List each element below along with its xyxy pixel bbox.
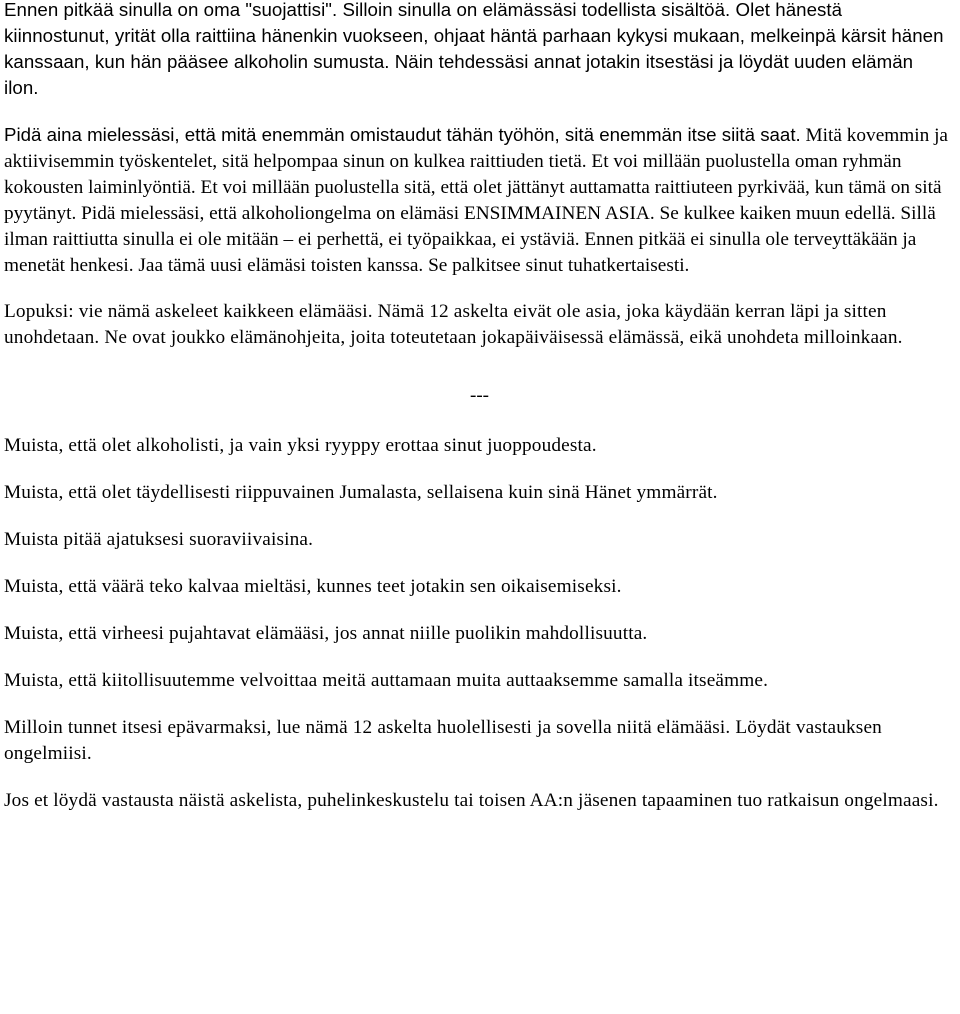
reminder-item: Muista pitää ajatuksesi suoraviivaisina.: [4, 529, 314, 550]
section-separator: ---: [470, 385, 489, 406]
paragraph-sponsee: Ennen pitkää sinulla on oma "suojattisi". Silloin sinulla on elämässäsi todellista sisältöä. Olet hänestä kiinnostunut, yrität olla raittiina hänenkin vuokseen, ohjaat häntä parhaan kykysi mukaan, melkeinpä kärsit hänen kanssaan, kun hän pääsee alkoholin sumusta. Näin tehdessäsi annat jotakin itsestäsi ja löydät uuden elämän ilon.: [4, 0, 944, 98]
reminder-item: Muista, että kiitollisuutemme velvoittaa meitä auttamaan muita auttaaksemme samalla itseämme.: [4, 670, 769, 691]
paragraph-commitment-rest: Et voi millään puolustella oman ryhmän kokousten laiminlyöntiä. Et voi millään puolustella sitä, että olet jättänyt auttamatta raittiuteen pyrkivää, kun tämä on sitä pyytänyt. Pidä mielessäsi, että alkoholiongelma on elämäsi ENSIMMAINEN ASIA. Se kulkee kaiken muun edellä. Sillä ilman raittiutta sinulla ei ole mitään – ei perhettä, ei työpaikkaa, ei ystäviä. Ennen pitkää ei sinulla ole terveyttäkään ja menetät henkesi. Jaa tämä uusi elämäsi toisten kanssa. Se palkitsee sinut tuhatkertaisesti.: [4, 151, 942, 276]
reminder-item: Muista, että väärä teko kalvaa mieltäsi, kunnes teet jotakin sen oikaisemiseksi.: [4, 576, 622, 597]
reminder-item: Muista, että virheesi pujahtavat elämääsi, jos annat niille puolikin mahdollisuutta.: [4, 623, 648, 644]
paragraph-commitment-lead: Pidä aina mielessäsi, että mitä enemmän omistaudut tähän työhön, sitä enemmän itse siitä saat.: [4, 124, 801, 145]
reminder-item: Muista, että olet täydellisesti riippuvainen Jumalasta, sellaisena kuin sinä Hänet ymmärrät.: [4, 482, 718, 503]
paragraph-conclusion: Lopuksi: vie nämä askeleet kaikkeen elämääsi. Nämä 12 askelta eivät ole asia, joka käydään kerran läpi ja sitten unohdetaan. Ne ovat joukko elämänohjeita, joita toteutetaan jokapäiväisessä elämässä, eikä unohdeta milloinkaan.: [4, 301, 903, 348]
reminder-item: Jos et löydä vastausta näistä askelista, puhelinkeskustelu tai toisen AA:n jäsenen tapaaminen tuo ratkaisun ongelmaasi.: [4, 790, 939, 811]
reminder-item: Muista, että olet alkoholisti, ja vain yksi ryyppy erottaa sinut juoppoudesta.: [4, 435, 597, 456]
paragraph-commitment-sentence-2: Mitä kovemmin ja aktiivisemmin työskentelet, sitä helpompaa sinun on kulkea raittiuden tietä.: [4, 125, 948, 172]
paragraph-commitment: [4, 122, 952, 279]
reminder-item: Milloin tunnet itsesi epävarmaksi, lue nämä 12 askelta huolellisesti ja sovella niitä elämääsi. Löydät vastauksen ongelmiisi.: [4, 717, 882, 764]
